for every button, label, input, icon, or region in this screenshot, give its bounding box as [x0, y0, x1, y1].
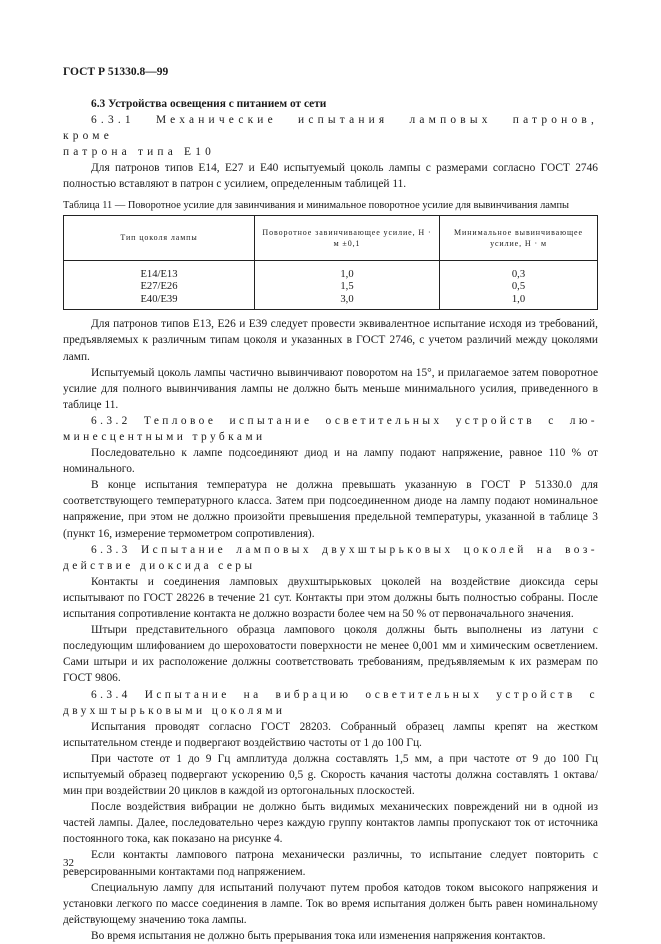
section-title: 6.3 Устройства освещения с питанием от сети — [91, 98, 327, 110]
column-header-screw-torque: Поворотное завинчивающее усилие, Н · м ±0,1 — [255, 215, 440, 260]
paragraph: Специальную лампу для испытаний получают путем пробоя катодов током высокого напряжения и установки легкого по массе соединения в лампе. Ток во время испытания должен быть равен номинальному действующему значению тока лампы. — [63, 881, 598, 926]
clause-6-3-4-heading-line1: 6.3.4 Испытание на вибрацию осветительных устройств с — [91, 688, 598, 701]
table-cell-unscrew-torques — [440, 260, 598, 310]
table-header-row — [64, 215, 598, 260]
paragraph: Последовательно к лампе подсоединяют диод и на лампу подают напряжение, равное 110 % от номинального. — [63, 447, 598, 476]
clause-6-3-1-heading-line1: 6.3.1 Механические испытания ламповых патронов, кроме — [63, 114, 598, 143]
table-cell-screw-torques — [255, 260, 440, 310]
clause-6-3-1-text: Для патронов типов Е14, Е27 и Е40 испытуемый цоколь лампы с размерами согласно ГОСТ 2746 полностью вставляют в патрон с усилием, определенным таблицей 11. — [63, 162, 598, 191]
cell-unscrew-torque: 0,3 — [511, 268, 526, 280]
paragraph: Во время испытания не должно быть прерывания тока или изменения напряжения контактов. — [91, 929, 546, 942]
clause-6-3-3-heading-line2: действие диоксида серы — [63, 559, 256, 572]
clause-6-3-2-heading-line1: 6.3.2 Тепловое испытание осветительных устройств с лю- — [91, 414, 598, 427]
page-number: 32 — [63, 857, 74, 869]
paragraph: При частоте от 1 до 9 Гц амплитуда должна составлять 1,5 мм, а при частоте от 9 до 100 Гц испытуемый образец подвергают ускорению 0,5 g. Скорость качания частоты должна составлять 1 октава/мин при воздействии 20 циклов в каждой из ортогональных плоскостей. — [63, 752, 598, 798]
paragraph: В конце испытания температура не должна превышать указанную в ГОСТ Р 51330.0 для соответствующего температурного класса. Затем при подсоединенном диоде на лампу подают номинальное напряжение, при этом не должно произойти превышения предельной температуры, указанной в таблице 3 (пункт 16, измерение термометром сопротивления). — [63, 479, 598, 540]
column-header-base-type: Тип цоколя лампы — [64, 215, 255, 260]
paragraph: Если контакты лампового патрона механически различны, то испытание следует повторить с реверсированными контактами под напряжением. — [63, 849, 598, 878]
cell-base-type: Е27/Е26 — [140, 281, 178, 293]
paragraph: Испытуемый цоколь лампы частично вывинчивают поворотом на 15°, и прилагаемое затем поворотное усилие для полного вывинчивания лампы не должно быть меньше минимального усилия, приведенного в таблице 11. — [63, 366, 598, 411]
table-caption: Таблица 11 — Поворотное усилие для завинчивания и минимальное поворотное усилие для вывинчивания лампы — [63, 199, 570, 211]
cell-unscrew-torque: 1,0 — [511, 293, 526, 305]
clause-6-3-4-heading-line2: двухштырьковыми цоколями — [63, 704, 286, 717]
paragraph: Испытания проводят согласно ГОСТ 28203. Собранный образец лампы крепят на жестком испытательном стенде и подвергают воздействию частоты от 1 до 100 Гц. — [63, 720, 598, 749]
clause-6-3-3-heading-line1: 6.3.3 Испытание ламповых двухштырьковых цоколей на воз- — [91, 543, 598, 556]
paragraph: Контакты и соединения ламповых двухштырьковых цоколей на воздействие диоксида серы испытывают по ГОСТ 28226 в течение 21 сут. Контакты при этом должны быть полностью собраны. После испытания сопротивление контакта не должно возрасти более чем на 50 % от первоначального значения. — [63, 575, 598, 621]
document-header: ГОСТ Р 51330.8—99 — [63, 66, 169, 78]
paragraph: После воздействия вибрации не должно быть видимых механических повреждений ни в одной из частей лампы. Далее, последовательно через каждую группу контактов лампы пропускают ток от источника постоянного тока, как показано на рисунке 4. — [63, 801, 598, 846]
clause-6-3-2-heading-line2: минесцентными трубками — [63, 431, 266, 443]
paragraph: Штыри представительного образца лампового цоколя должны быть выполнены из латуни с последующим шлифованием до шероховатости поверхности не менее 0,001 мм и химическим осветлением. Сами штыри и их расположение должны соответствовать требованиям, предъявляемым к их размерам по ГОСТ 9806. — [63, 624, 598, 685]
table-row — [64, 260, 598, 310]
column-header-unscrew-torque: Минимальное вывинчивающее усилие, Н · м — [440, 215, 598, 260]
cell-unscrew-torque: 0,5 — [511, 281, 526, 293]
cell-screw-torque: 3,0 — [340, 293, 354, 305]
table-cell-base-types — [64, 260, 255, 310]
clause-6-3-1-heading-line2: патрона типа Е10 — [63, 146, 215, 159]
cell-screw-torque: 1,0 — [340, 268, 354, 280]
cell-base-type: Е40/Е39 — [140, 293, 178, 305]
cell-base-type: Е14/Е13 — [140, 268, 178, 280]
paragraph: Для патронов типов Е13, Е26 и Е39 следует провести эквивалентное испытание исходя из требований, предъявляемых к различным типам цоколя и указанных в ГОСТ 2746, с учетом различий между цоколями ламп. — [63, 318, 598, 363]
table-11 — [63, 215, 598, 311]
page-content — [63, 96, 598, 944]
cell-screw-torque: 1,5 — [340, 281, 354, 293]
